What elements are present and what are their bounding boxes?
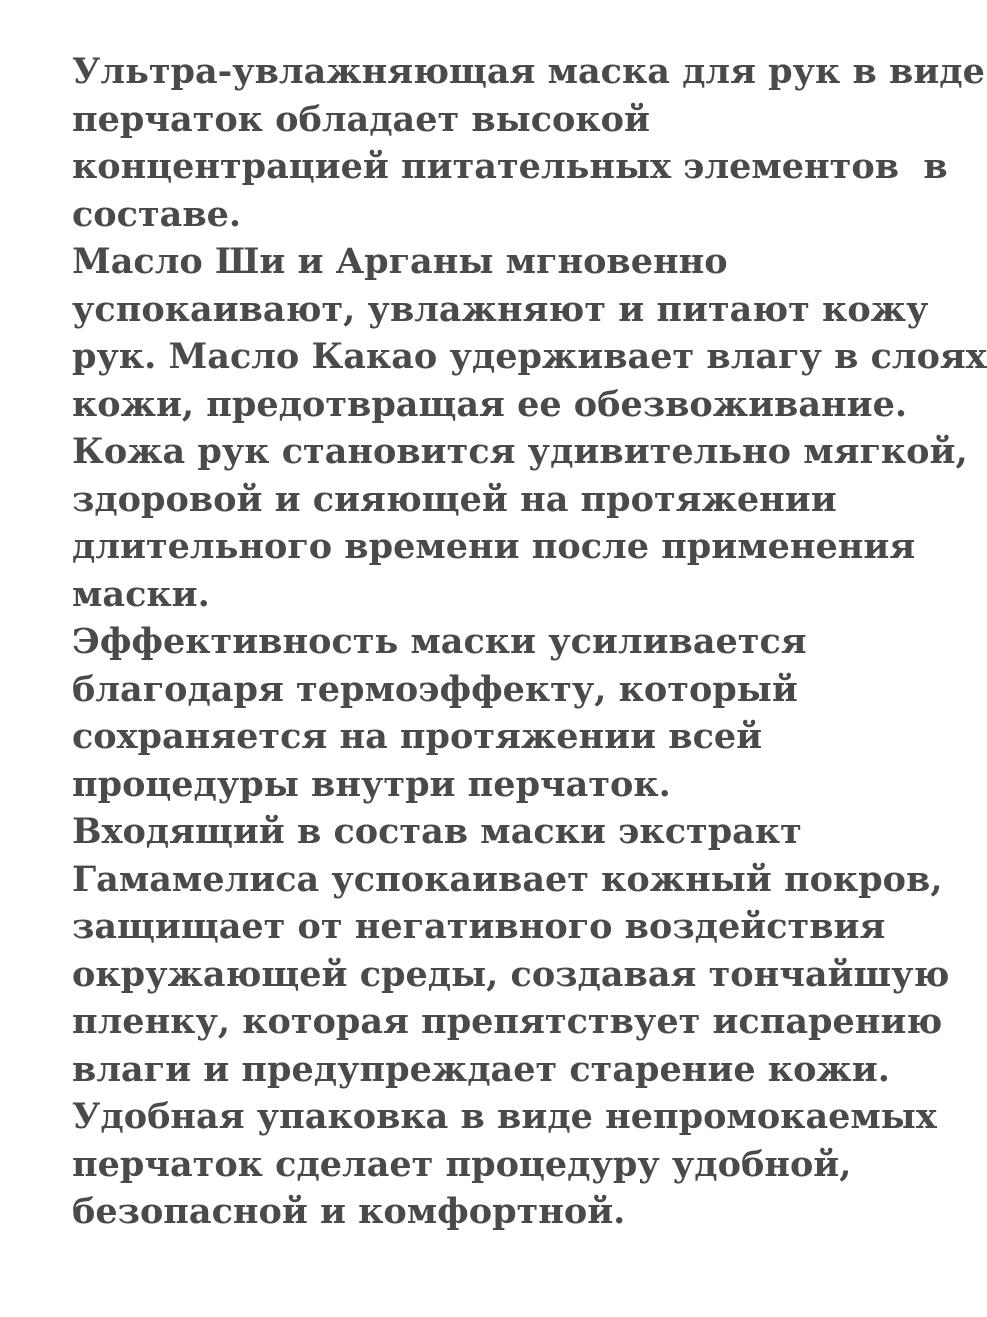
description-line: перчаток обладает высокой — [72, 98, 650, 140]
description-line: Гамамелиса успокаивает кожный покров, — [72, 858, 943, 900]
description-line: кожи, предотвращая ее обезвоживание. — [72, 383, 908, 425]
description-line: перчаток сделает процедуру удобной, — [72, 1143, 852, 1185]
description-line: здоровой и сияющей на протяжении — [72, 478, 837, 520]
description-line: влаги и предупреждает старение кожи. — [72, 1048, 890, 1090]
description-line: пленку, которая препятствует испарению — [72, 1001, 943, 1042]
description-line: Кожа рук становится удивительно мягкой, — [72, 431, 968, 472]
description-line: защищает от негативного воздействия — [72, 906, 886, 947]
description-line: Масло Ши и Арганы мгновенно — [72, 241, 728, 282]
description-line: Эффективность маски усиливается — [72, 621, 807, 662]
description-line: процедуры внутри перчаток. — [72, 763, 671, 805]
description-line: окружающей среды, создавая тончайшую — [72, 953, 950, 995]
product-description — [72, 48, 987, 1236]
description-line: длительного времени после применения — [72, 526, 916, 567]
description-line: сохраняется на протяжении всей — [72, 716, 763, 757]
description-line: благодаря термоэффекту, который — [72, 668, 798, 710]
description-line: Удобная упаковка в виде непромокаемых — [72, 1096, 937, 1137]
description-line: составе. — [72, 193, 242, 235]
description-line: успокаивают, увлажняют и питают кожу — [72, 288, 929, 330]
description-line: Входящий в состав маски экстракт — [72, 811, 802, 852]
description-line: концентрацией питательных элементов в — [72, 146, 948, 187]
description-line: маски. — [72, 573, 210, 615]
description-line: Ультра-увлажняющая маска для рук в виде — [72, 51, 985, 92]
description-line: безопасной и комфортной. — [72, 1191, 626, 1232]
description-line: рук. Масло Какао удерживает влагу в слоях — [72, 336, 987, 377]
